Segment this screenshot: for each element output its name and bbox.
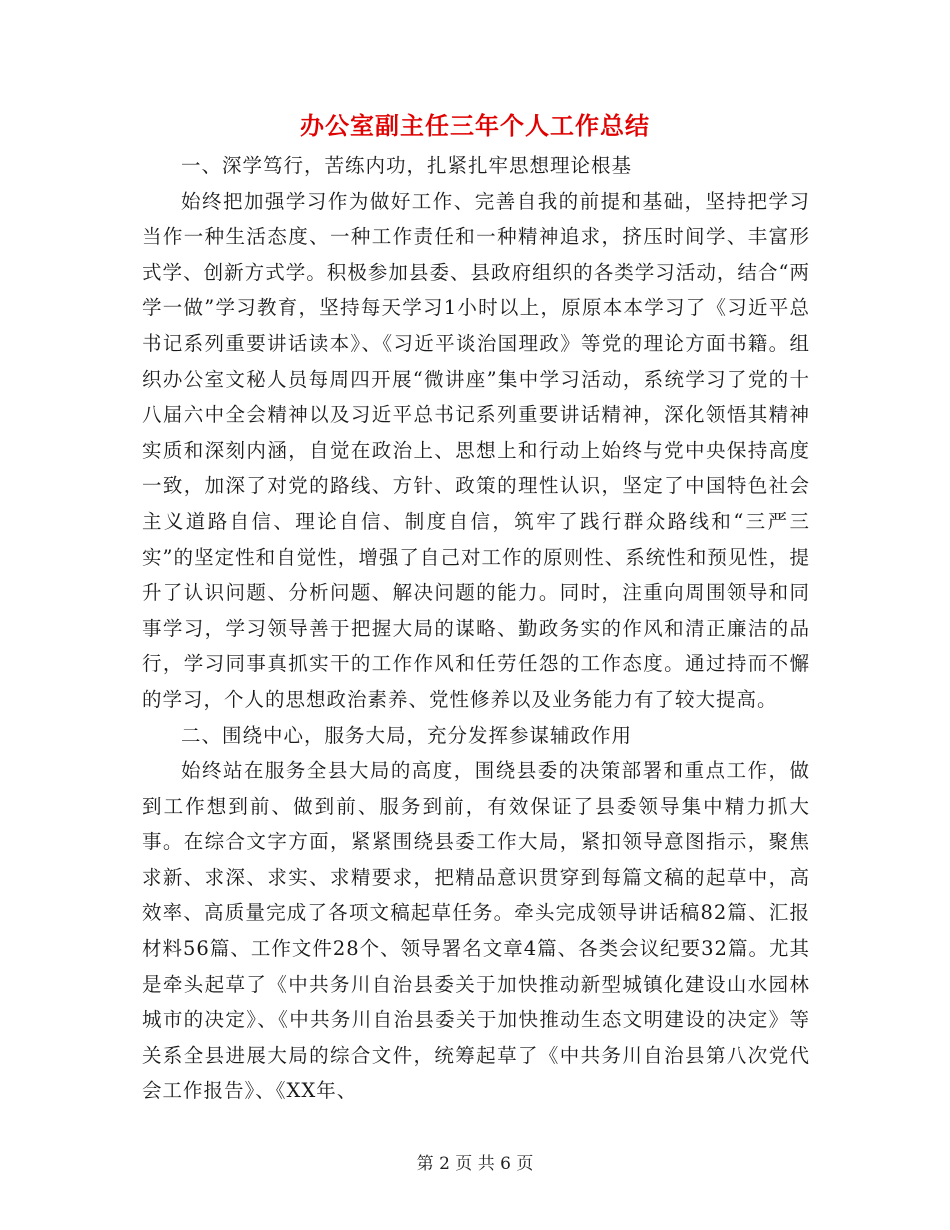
document-body — [142, 148, 810, 1109]
section-heading-2: 二、围绕中心，服务大局，充分发挥参谋辅政作用 — [181, 723, 633, 747]
document-title: 办公室副主任三年个人工作总结 — [300, 111, 650, 140]
paragraph-1: 始终把加强学习作为做好工作、完善自我的前提和基础，坚持把学习当作一种生活态度、一种工作责任和一种精神追求，挤压时间学、丰富形式学、创新方式学。积极参加县委、县政府组织的各类学习活动，结合“两学一做”学习教育，坚持每天学习1小时以上，原原本本学习了《习近平总书记系列重要讲话读本》、《习近平谈治国理政》等党的理论方面书籍。组织办公室文秘人员每周四开展“微讲座”集中学习活动，系统学习了党的十八届六中全会精神以及习近平总书记系列重要讲话精神，深化领悟其精神实质和深刻内涵，自觉在政治上、思想上和行动上始终与党中央保持高度一致，加深了对党的路线、方针、政策的理性认识，坚定了中国特色社会主义道路自信、理论自信、制度自信，筑牢了践行群众路线和“三严三实”的坚定性和自觉性，增强了自己对工作的原则性、系统性和预见性，提升了认识问题、分析问题、解决问题的能力。同时，注重向周围领导和同事学习，学习领导善于把握大局的谋略、勤政务实的作风和清正廉洁的品行，学习同事真抓实干的工作作风和任劳任怨的工作态度。通过持而不懈的学习，个人的思想政治素养、党性修养以及业务能力有了较大提高。 — [142, 189, 810, 711]
section-heading-1: 一、深学笃行，苦练内功，扎紧扎牢思想理论根基 — [181, 154, 633, 177]
page-footer: 第 2 页 共 6 页 — [416, 1154, 534, 1174]
paragraph-2: 始终站在服务全县大局的高度，围绕县委的决策部署和重点工作，做到工作想到前、做到前、服务到前，有效保证了县委领导集中精力抓大事。在综合文字方面，紧紧围绕县委工作大局，紧扣领导意图指示，聚焦求新、求深、求实、求精要求，把精品意识贯穿到每篇文稿的起草中，高效率、高质量完成了各项文稿起草任务。牵头完成领导讲话稿82篇、汇报材料56篇、工作文件28个、领导署名文章4篇、各类会议纪要32篇。尤其是牵头起草了《中共务川自治县委关于加快推动新型城镇化建设山水园林城市的决定》、《中共务川自治县委关于加快推动生态文明建设的决定》等关系全县进展大局的综合文件，统筹起草了《中共务川自治县第八次党代会工作报告》、《XX年、 — [142, 759, 810, 1103]
